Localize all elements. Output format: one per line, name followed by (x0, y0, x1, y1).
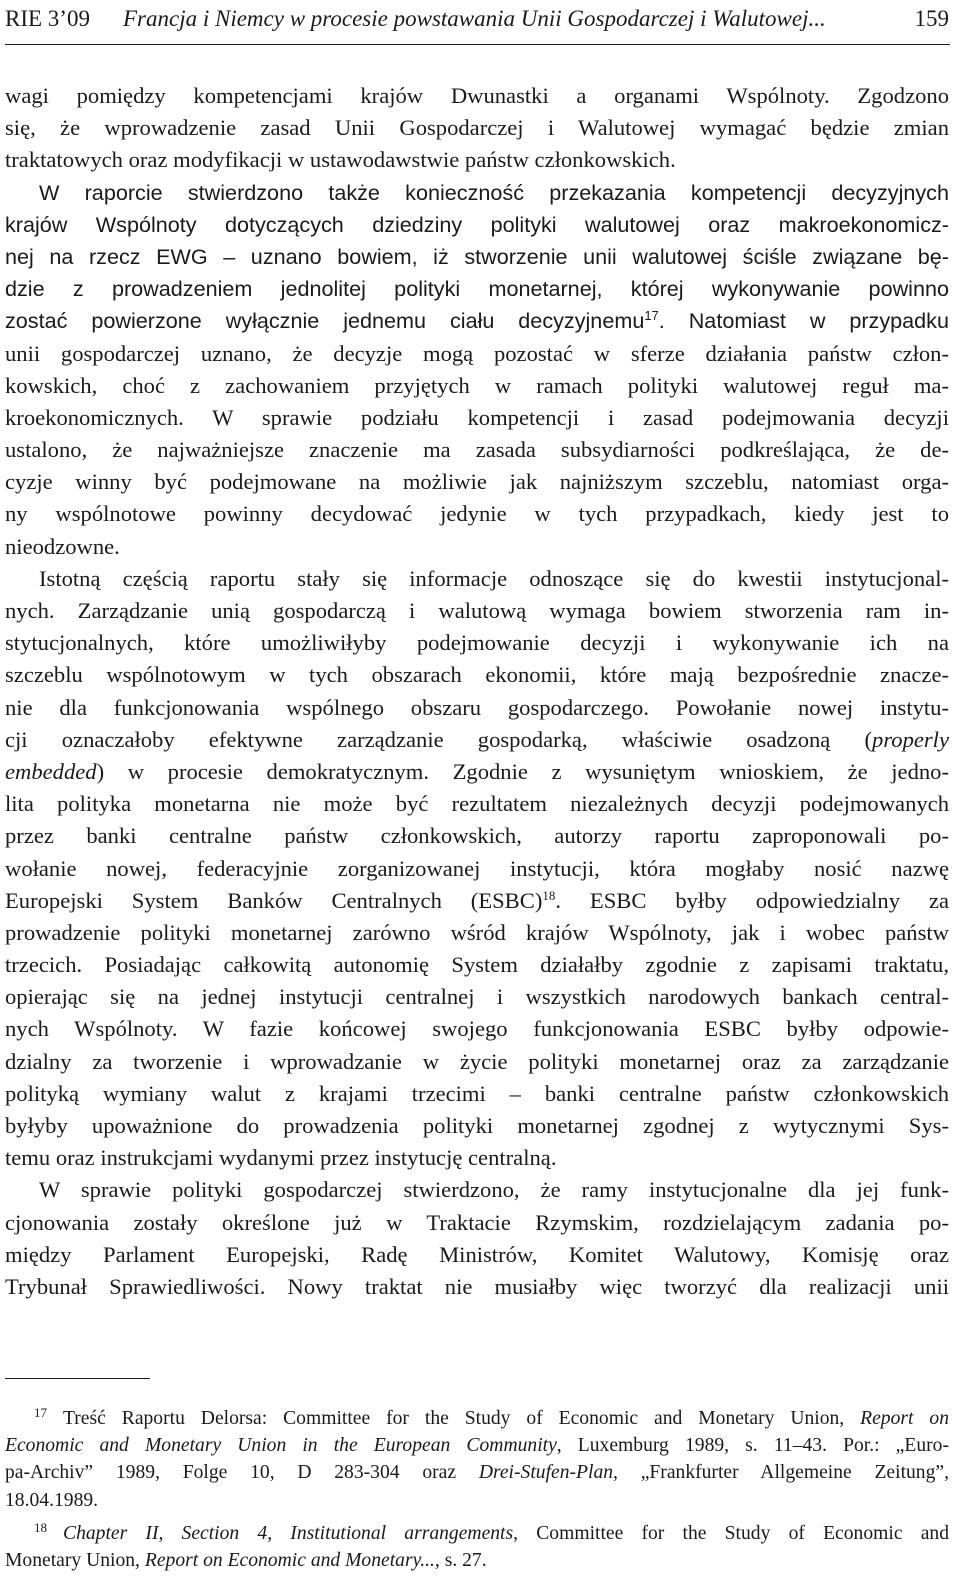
text-line: Istotną częścią raportu stały się informacje odnoszące się do kwestii instytucjonal- (39, 565, 949, 591)
text-line: cjonowania zostały określone już w Traktacie Rzymskim, rozdzielającym zadania po- (5, 1209, 949, 1235)
text-line: unii gospodarczej uznano, że decyzje mogą pozostać w sferze działania państw człon- (5, 340, 949, 366)
text-line: wołanie nowej, federacyjnie zorganizowanej instytucji, która mogłaby nosić nazwę (5, 855, 949, 881)
page-number: 159 (914, 6, 949, 31)
text-line: nych. Zarządzanie unią gospodarczą i walutową wymaga bowiem stworzenia ram in- (5, 598, 949, 623)
text-line: opierając się na jednej instytucji centralnej i wszystkich narodowych bankach central- (5, 984, 949, 1010)
text-line: krajów Wspólnoty dotyczących dziedziny polityki walutowej oraz makroekonomicz- (5, 211, 949, 237)
header-rule (5, 44, 950, 45)
text-line: zostać powierzone wyłącznie jednemu ciału decyzyjnemu$^{17}$. Natomiast w przypadku (5, 308, 949, 334)
text-line: dzialny za tworzenie i wprowadzanie w życie polityki monetarnej oraz za zarządzanie (5, 1048, 949, 1074)
text-line: cyzje winny być podejmowane na możliwie jak najniższym szczeblu, natomiast orga- (5, 469, 949, 495)
text-line: między Parlament Europejski, Radę Ministrów, Komitet Walutowy, Komisję oraz (5, 1241, 949, 1267)
text-line: embedded) w procesie demokratycznym. Zgodnie z wysuniętym wnioskiem, że jedno- (5, 758, 949, 784)
text-line: kroekonomicznych. W sprawie podziału kompetencji i zasad podejmowania decyzji (5, 404, 949, 430)
footnote-ref-18[interactable]: 18 (542, 887, 556, 903)
text-line: W sprawie polityki gospodarczej stwierdzono, że ramy instytucjonalne dla jej funk- (39, 1177, 949, 1203)
footnote-line: Economic and Monetary Union in the European Community, Luxemburg 1989, s. 11–43. Por.: „Euro- (5, 1435, 949, 1457)
text-line: byłyby upoważnione do prowadzenia polityki monetarnej zgodnej z wytycznymi Sys- (5, 1113, 949, 1138)
text-line: traktatowych oraz modyfikacji w ustawodawstwie państw członkowskich. (5, 147, 676, 173)
text-line: się, że wprowadzenie zasad Unii Gospodarczej i Walutowej wymagać będzie zmian (5, 115, 949, 141)
footnotes (5, 1405, 949, 1574)
text-line: przez banki centralne państw członkowskich, autorzy raportu zaproponowali po- (5, 823, 949, 849)
text-line: kowskich, choć z zachowaniem przyjętych w ramach polityki walutowej reguł ma- (5, 372, 949, 398)
text-line: ustalono, że najważniejsze znaczenie ma zasada subsydiarności podkreślająca, że de- (5, 437, 949, 463)
footnote-line: pa-Archiv” 1989, Folge 10, D 283-304 oraz Drei-Stufen-Plan, „Frankfurter Allgemeine Zeitung”, (5, 1462, 949, 1484)
journal-issue: RIE 3’09 (5, 6, 90, 31)
footnote-line: 18.04.1989. (5, 1489, 99, 1511)
running-header (5, 2, 949, 42)
text-line: dzie z prowadzeniem jednolitej polityki monetarnej, której wykonywanie powinno (5, 276, 949, 302)
text-line: prowadzenie polityki monetarnej zarówno wśród krajów Wspólnoty, jak i wobec państw (5, 919, 949, 945)
text-line: szczeblu wspólnotowym w tych obszarach ekonomii, które mają bezpośrednie znacze- (5, 662, 949, 688)
text-line: Europejski System Banków Centralnych (ESBC)$^{18}$. ESBC byłby odpowiedzialny za (5, 887, 949, 913)
footnote-rule (5, 1378, 150, 1379)
text-line: nych Wspólnoty. W fazie końcowej swojego funkcjonowania ESBC byłby odpowie- (5, 1016, 949, 1042)
text-line: nie dla funkcjonowania wspólnego obszaru gospodarczego. Powołanie nowej instytu- (5, 694, 949, 720)
text-line: temu oraz instrukcjami wydanymi przez instytucję centralną. (5, 1145, 557, 1171)
footnote-ref-17[interactable]: 17 (644, 308, 659, 324)
text-line: Trybunał Sprawiedliwości. Nowy traktat nie musiałby więc tworzyć dla realizacji unii (5, 1273, 949, 1299)
text-line: lita polityka monetarna nie może być rezultatem niezależnych decyzji podejmowanych (5, 791, 949, 817)
text-line: nej na rzecz EWG – uznano bowiem, iż stworzenie unii walutowej ściśle związane bę- (5, 243, 949, 269)
text-line: ny wspólnotowe powinny decydować jedynie w tych przypadkach, kiedy jest to (5, 501, 949, 527)
footnote-line: Monetary Union, Report on Economic and Monetary..., s. 27. (5, 1549, 487, 1571)
text-line: stytucjonalnych, które umożliwiłyby podejmowanie decyzji i wykonywanie ich na (5, 630, 949, 656)
body-text (5, 80, 949, 1303)
footnote-17: 17 Treść Raportu Delorsa: Committee for the Study of Economic and Monetary Union, Report on (34, 1405, 949, 1429)
text-line: wagi pomiędzy kompetencjami krajów Dwunastki a organami Wspólnoty. Zgodzono (5, 83, 949, 108)
text-line: trzecich. Posiadając całkowitą autonomię System działałby zgodnie z zapisami traktatu, (5, 952, 949, 978)
text-line: W raporcie stwierdzono także konieczność przekazania kompetencji decyzyjnych (39, 179, 949, 205)
text-line: cji oznaczałoby efektywne zarządzanie gospodarką, właściwie osadzoną (properly (5, 726, 949, 752)
text-line: nieodzowne. (5, 533, 120, 559)
footnote-18: 18 Chapter II, Section 4, Institutional arrangements, Committee for the Study of Economic and (34, 1519, 949, 1544)
running-title: Francja i Niemcy w procesie powstawania Unii Gospodarczej i Walutowej... (123, 6, 826, 31)
text-line: polityką wymiany walut z krajami trzecimi – banki centralne państw członkowskich (5, 1080, 949, 1106)
